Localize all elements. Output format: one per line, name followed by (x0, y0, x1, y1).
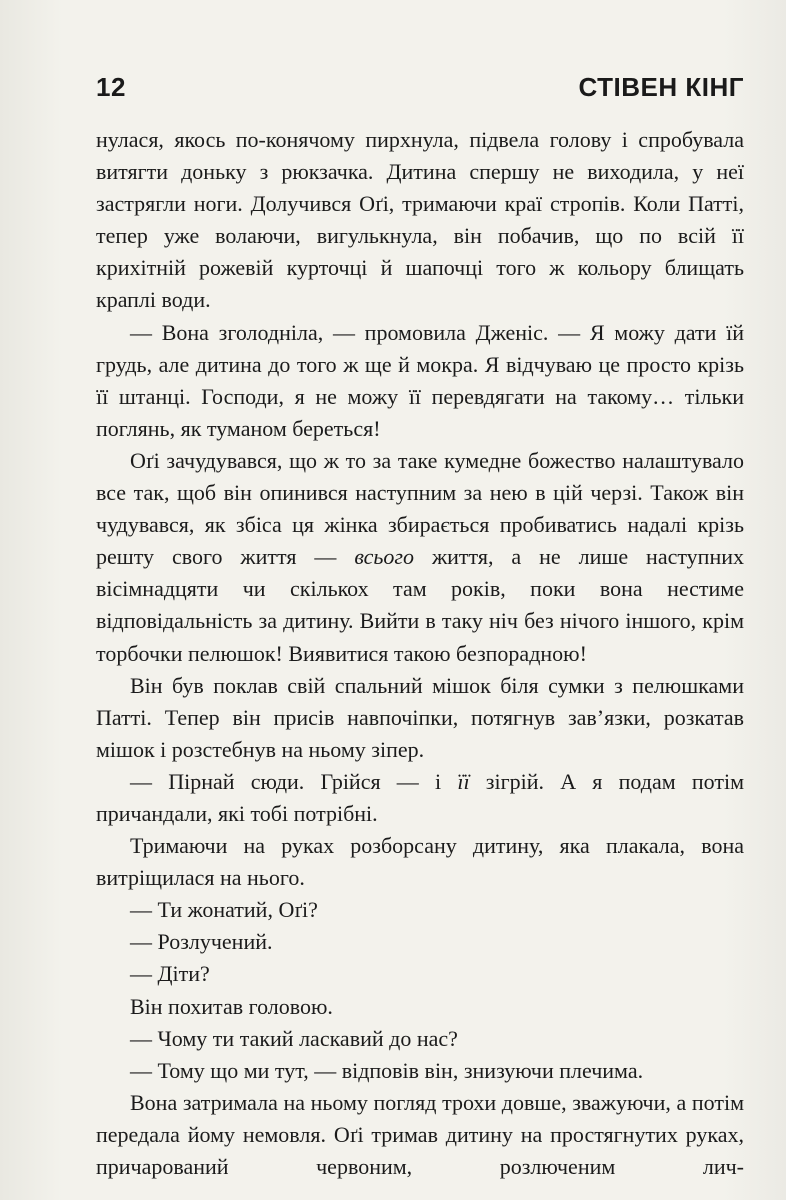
dialogue-line: — Розлучений. (130, 929, 273, 955)
paragraph-final: Вона затримала на ньому погляд трохи довше, зважуючи, а потім передала йому немовля. Оґі тримав дитину на простягнутих руках, причарований червоним, розлюченим лич- (96, 1089, 744, 1179)
dialogue-line: — Ти жонатий, Оґі? (130, 897, 318, 923)
page-number: 12 (96, 72, 126, 102)
paragraph-sleeping-bag: Він був поклав свій спальний мішок біля сумки з пелюшками Патті. Тепер він присів навпочіпки, потягнув зав’язки, розкатав мішок і розстебнув на ньому зіпер. (96, 672, 744, 762)
paragraph-text-after-emphasis: життя, а не лише наступних вісімнадцяти чи скількох там років, поки вона нестиме відповідальність за дитину. Вийти в таку ніч без нічого іншого, крім торбочки пелюшок! Виявитися такою безпорадною! (96, 544, 744, 666)
paragraph-text-after-emphasis: зігрій. А я подам потім причандали, які тобі потрібні. (96, 768, 744, 826)
narration-line: Він похитав головою. (130, 993, 333, 1019)
paragraph-text-before-emphasis: — Пірнай сюди. Грійся — і (130, 768, 458, 794)
page-header (96, 72, 744, 108)
paragraph-text-before-emphasis: Оґі зачудувався, що ж то за таке кумедне божество налаштувало все так, щоб він опинився наступним за нею в цій черзі. Також він чудувався, як збіса ця жінка збирається пробиватись надалі крізь решту свого життя — (96, 447, 744, 570)
dialogue-line: — Чому ти такий ласкавий до нас? (130, 1025, 458, 1051)
paragraph-dialogue-dive-in (96, 766, 744, 830)
dialogue-line: — Діти? (130, 961, 210, 987)
body-text (96, 124, 744, 1183)
emphasis-word: всього (354, 544, 414, 570)
running-head-author: СТІВЕН КІНГ (578, 72, 744, 102)
paragraph-dialogue-janis: — Вона зголодніла, — промовила Дженіс. — Я можу дати їй грудь, але дитина до того ж ще й мокра. Я відчуваю це просто крізь її штанці. Господи, я не можу її перевдягати на такому… тільки поглянь, як туманом береться! (96, 319, 744, 441)
paragraph-augie-wonders (96, 445, 744, 670)
emphasis-word: її (457, 768, 470, 794)
paragraph-continuation: нулася, якось по-конячому пирхнула, підвела голову і спробувала витягти доньку з рюкзачка. Дитина спершу не виходила, у неї застрягли ноги. Долучився Оґі, тримаючи краї стропів. Коли Патті, тепер уже волаючи, вигулькнула, він побачив, що по всій її крихітній рожевій курточці й шапочці того ж кольору блищать краплі води. (96, 127, 744, 313)
paragraph-holding-child: Тримаючи на руках розборсану дитину, яка плакала, вона витріщилася на нього. (96, 833, 744, 891)
dialogue-line: — Тому що ми тут, — відповів він, знизуючи плечима. (130, 1057, 644, 1083)
